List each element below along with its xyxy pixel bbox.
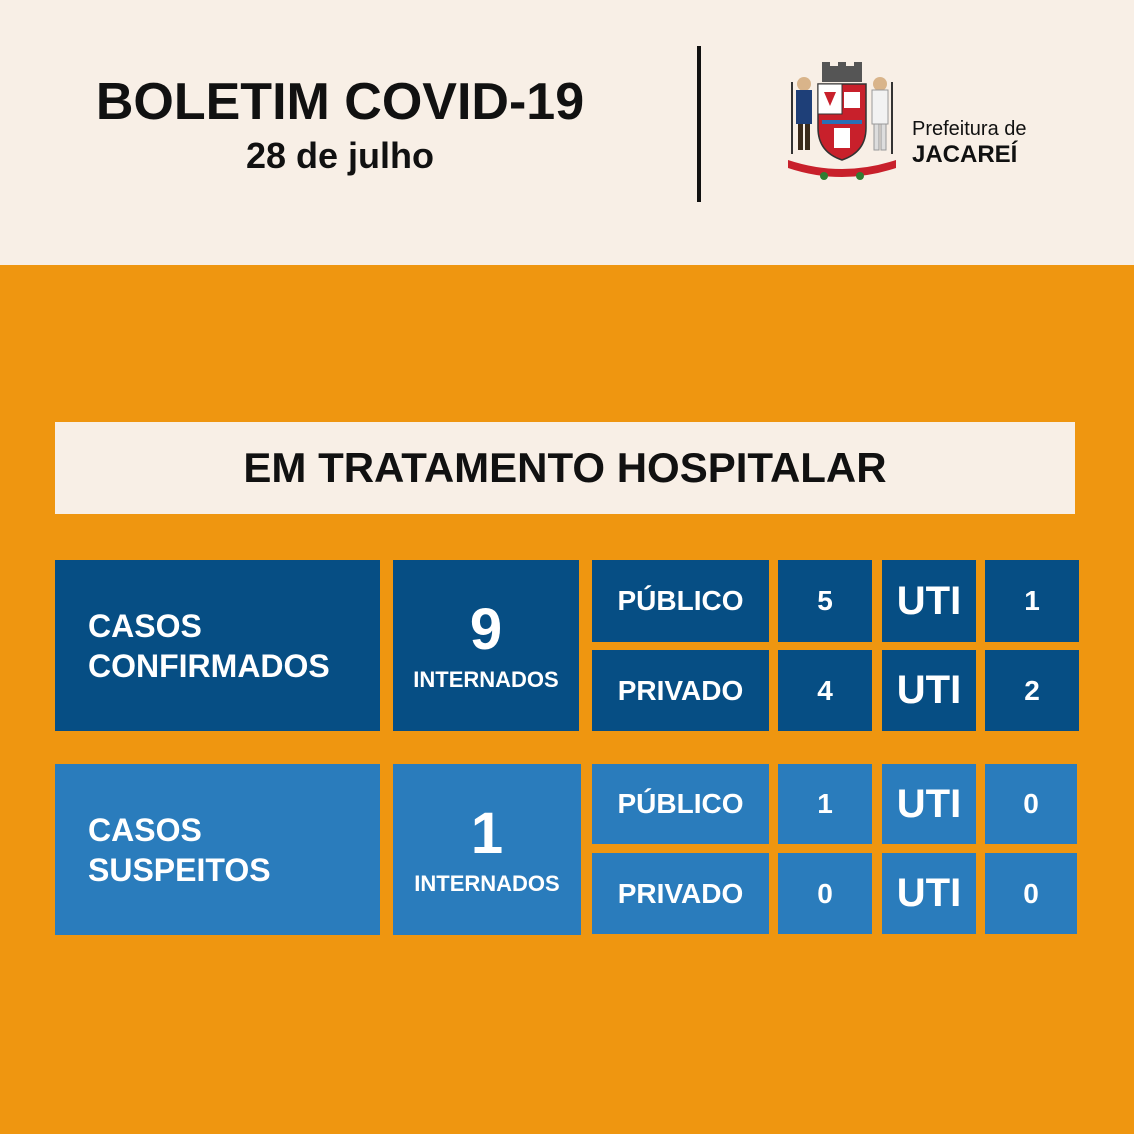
suspected-label [55, 764, 380, 935]
confirmed-total: 9 [469, 596, 503, 662]
city-crest-logo [780, 62, 904, 186]
org-name-line2: JACAREÍ [912, 141, 1018, 168]
confirmed-total-label: INTERNADOS [413, 666, 559, 692]
confirmed-label-line2: CONFIRMADOS [88, 647, 330, 684]
suspected-privado-value: 0 [778, 853, 872, 934]
suspected-publico-label: PÚBLICO [592, 764, 769, 844]
org-name-line1: Prefeitura de [912, 118, 1027, 140]
confirmed-privado-uti-value: 2 [985, 650, 1079, 731]
confirmed-publico-label: PÚBLICO [592, 560, 769, 642]
page-date: 28 de julho [245, 135, 435, 176]
section-title: EM TRATAMENTO HOSPITALAR [55, 422, 1075, 514]
confirmed-privado-uti-label: UTI [882, 650, 976, 731]
confirmed-publico-value: 5 [778, 560, 872, 642]
page-title: BOLETIM COVID-19 [95, 73, 585, 131]
suspected-total-cell [393, 764, 581, 935]
suspected-total-label: INTERNADOS [414, 870, 560, 896]
confirmed-total-cell [393, 560, 579, 731]
suspected-privado-uti-label: UTI [882, 853, 976, 934]
suspected-label-line2: SUSPEITOS [88, 851, 271, 888]
confirmed-label-line1: CASOS [88, 607, 202, 644]
suspected-total: 1 [470, 800, 504, 866]
suspected-publico-uti-label: UTI [882, 764, 976, 844]
suspected-privado-label: PRIVADO [592, 853, 769, 934]
header-divider [697, 46, 701, 202]
header [0, 0, 1134, 265]
suspected-privado-uti-value: 0 [985, 853, 1077, 934]
confirmed-privado-label: PRIVADO [592, 650, 769, 731]
suspected-publico-value: 1 [778, 764, 872, 844]
suspected-publico-uti-value: 0 [985, 764, 1077, 844]
confirmed-publico-uti-value: 1 [985, 560, 1079, 642]
confirmed-publico-uti-label: UTI [882, 560, 976, 642]
confirmed-privado-value: 4 [778, 650, 872, 731]
suspected-label-line1: CASOS [88, 811, 202, 848]
confirmed-label [55, 560, 380, 731]
